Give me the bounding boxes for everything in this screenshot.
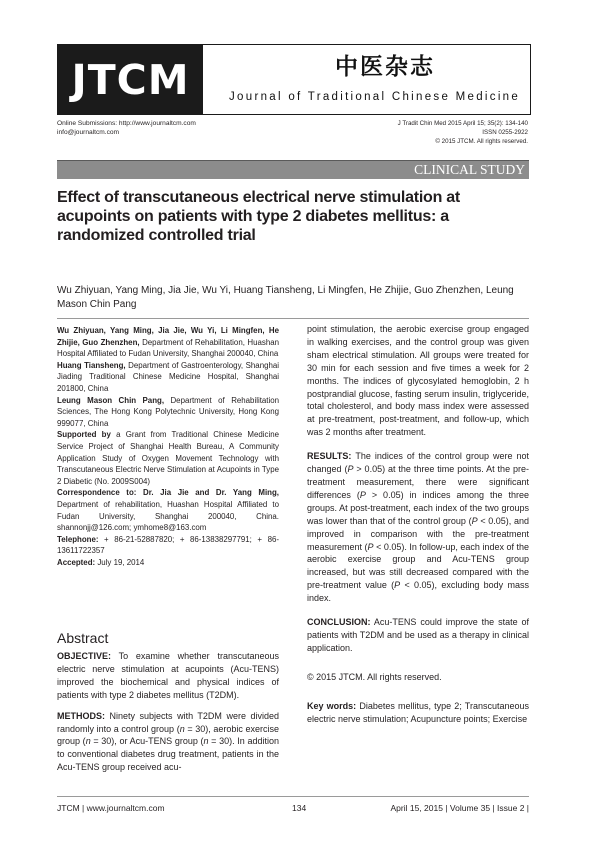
accepted-note: Accepted: July 19, 2014 [57, 557, 145, 567]
section-banner [57, 160, 529, 179]
author-list: Wu Zhiyuan, Yang Ming, Jia Jie, Wu Yi, Huang Tiansheng, Li Mingfen, He Zhijie, Guo Zhenzhen, Leung Mason Chin Pang [57, 285, 514, 310]
affiliation-3: Leung Mason Chin Pang, Department of Rehabilitation Sciences, The Hong Kong Polytechnic University, Hong Kong 999077, China [57, 395, 280, 428]
abstract-objective: OBJECTIVE: To examine whether transcutaneous electric nerve stimulation at acupoints (Acu-TENS) improved the biochemical and physical indices of patients with type 2 diabetes mellitus (T2DM). [57, 651, 279, 700]
copyright-line: © 2015 JTCM. All rights reserved. [435, 138, 528, 146]
abstract-methods-continued: point stimulation, the aerobic exercise group engaged in walking exercises, and the control group was given sham electrical stimulation. All groups were treated for 30 min for each session and five times a week for 2 months. The indices of glycosylated hemoglobin, 2 h postprandial glucose, fasting serum insulin, triglyceride, total cholesterol, and body mass index were assessed at pre-treatment, post-treatment, and follow-up, which was 2 months after treatment. [307, 324, 529, 438]
footer-divider [57, 796, 529, 797]
citation-info [398, 119, 528, 147]
abstract-conclusion: CONCLUSION: Acu-TENS could improve the state of patients with T2DM and be used as a therapy in clinical application. [307, 617, 529, 653]
issn-line: ISSN 0255-2922 [482, 129, 528, 137]
affiliation-2: Huang Tiansheng, Department of Gastroenterology, Shanghai Jiading Traditional Chinese Medicine Hospital, Shanghai 201800, China [57, 360, 279, 393]
affiliations-block [57, 325, 279, 568]
citation-line: J Tradit Chin Med 2015 April 15; 35(2): 134-140 [397, 120, 528, 127]
abstract-results: RESULTS: The indices of the control group were not changed (P > 0.05) at the three time points. At the pre-treatment measurement, there were significant differences (P > 0.05) in indices among the three groups. At post-treatment, each index of the two groups was lower than that of the control group (P < 0.05), and improved in comparison with the pre-treatment measurement (P < 0.05). In follow-up, each index of the aerobic exercise group and Acu-TENS group increased, but was still decreased compared with the pre-treatment value (P < 0.05), excluding body mass index. [307, 451, 530, 604]
section-label: CLINICAL STUDY [414, 162, 525, 177]
chinese-calligraphy-title: 中医杂志 [335, 53, 435, 80]
telephone-note: Telephone: + 86-21-52887820; + 86-13838297791; + 86-13611722357 [57, 534, 279, 556]
footer-url[interactable]: www.journaltcm.com [86, 803, 165, 813]
footer-journal: JTCM | www.journaltcm.com [57, 803, 165, 813]
abstract-right-column [307, 323, 529, 736]
abstract-left-column [57, 650, 279, 782]
abstract-methods-start: METHODS: Ninety subjects with T2DM were divided randomly into a control group (n = 30), aerobic exercise group (n = 30), or Acu-TENS group (n = 30). In addition to conventional diabetes drug treatment, patients in the Acu-TENS group received acu- [57, 710, 279, 773]
jtcm-logo: JTCM [58, 45, 203, 114]
footer-issue: April 15, 2015 | Volume 35 | Issue 2 | [390, 803, 529, 813]
submission-info [57, 120, 196, 138]
keywords: Key words: Diabetes mellitus, type 2; Transcutaneous electric nerve stimulation; Acupuncture points; Exercise [307, 700, 530, 724]
page-number: 134 [292, 803, 307, 813]
masthead [57, 44, 531, 115]
submissions-url[interactable]: Online Submissions: http://www.journaltcm.com [57, 120, 196, 127]
abstract-copyright: © 2015 JTCM. All rights reserved. [307, 671, 442, 682]
journal-name: Journal of Traditional Chinese Medicine [229, 91, 521, 103]
correspondence-note: Correspondence to: Dr. Jia Jie and Dr. Yang Ming, Department of rehabilitation, Huashan Hospital Affiliated to Fudan University, Shanghai 200040, China. shannonjj@126.com; ymhome8@163.com [57, 488, 279, 533]
article-title: Effect of transcutaneous electrical nerve stimulation at acupoints on patients with type 2 diabetes mellitus: a randomized controlled trial [57, 189, 461, 244]
header-divider [57, 318, 529, 319]
abstract-heading: Abstract [57, 630, 109, 646]
funding-note: Supported by a Grant from Traditional Chinese Medicine Service Project of Shanghai Health Bureau, A Community Application Study of Oxygen Movement Technology with Transcutaneous Electric Nerve Stimulation at Acupoints in Type 2 Diabetic (No. 2009S004) [57, 430, 279, 486]
contact-email[interactable]: info@journaltcm.com [57, 128, 120, 136]
affiliation-1: Wu Zhiyuan, Yang Ming, Jia Jie, Wu Yi, Li Mingfen, He Zhijie, Guo Zhenzhen, Department of Rehabilitation, Huashan Hospital Affiliated to Fudan University, Shanghai 200040, China [57, 326, 279, 359]
